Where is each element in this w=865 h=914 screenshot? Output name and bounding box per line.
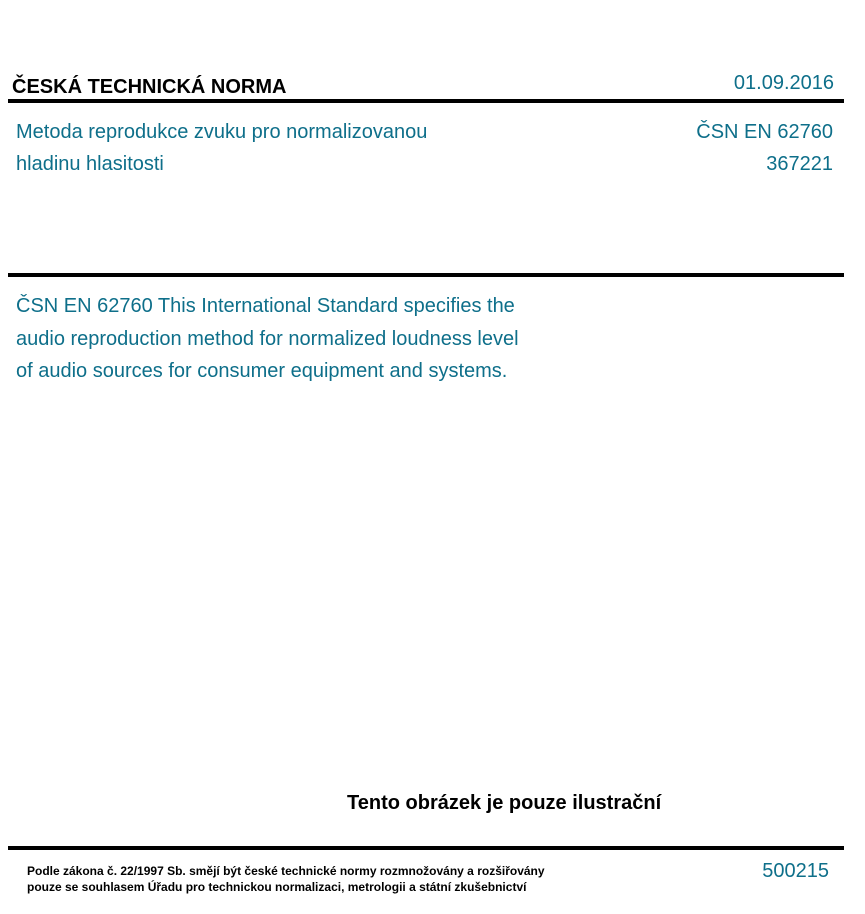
abstract-line: of audio sources for consumer equipment and systems. (16, 360, 508, 382)
document-type-title: ČESKÁ TECHNICKÁ NORMA (12, 76, 287, 98)
standard-identifiers (696, 116, 833, 180)
footer-divider (8, 846, 844, 850)
copyright-notice-line: pouze se souhlasem Úřadu pro technickou normalizaci, metrologii a státní zkušebnictví (27, 880, 527, 894)
header-divider (8, 99, 844, 103)
standard-code: ČSN EN 62760 (696, 121, 833, 143)
illustration-note: Tento obrázek je pouze ilustrační (347, 792, 662, 814)
abstract-line: audio reproduction method for normalized loudness level (16, 327, 519, 350)
copyright-notice-line: Podle zákona č. 22/1997 Sb. smějí být české technické normy rozmnožovány a rozšiřovány (27, 864, 545, 878)
standard-abstract (16, 290, 576, 388)
publication-date: 01.09.2016 (733, 72, 834, 94)
class-number: 367221 (766, 153, 833, 175)
abstract-line: ČSN EN 62760 This International Standard specifies the (16, 295, 515, 317)
standard-subject-line: Metoda reprodukce zvuku pro normalizovanou (16, 121, 428, 143)
section-divider (8, 273, 844, 277)
standard-subject-line: hladinu hlasitosti (16, 153, 164, 175)
copyright-notice (27, 863, 545, 895)
standard-subject (16, 116, 536, 180)
document-number: 500215 (762, 860, 829, 882)
